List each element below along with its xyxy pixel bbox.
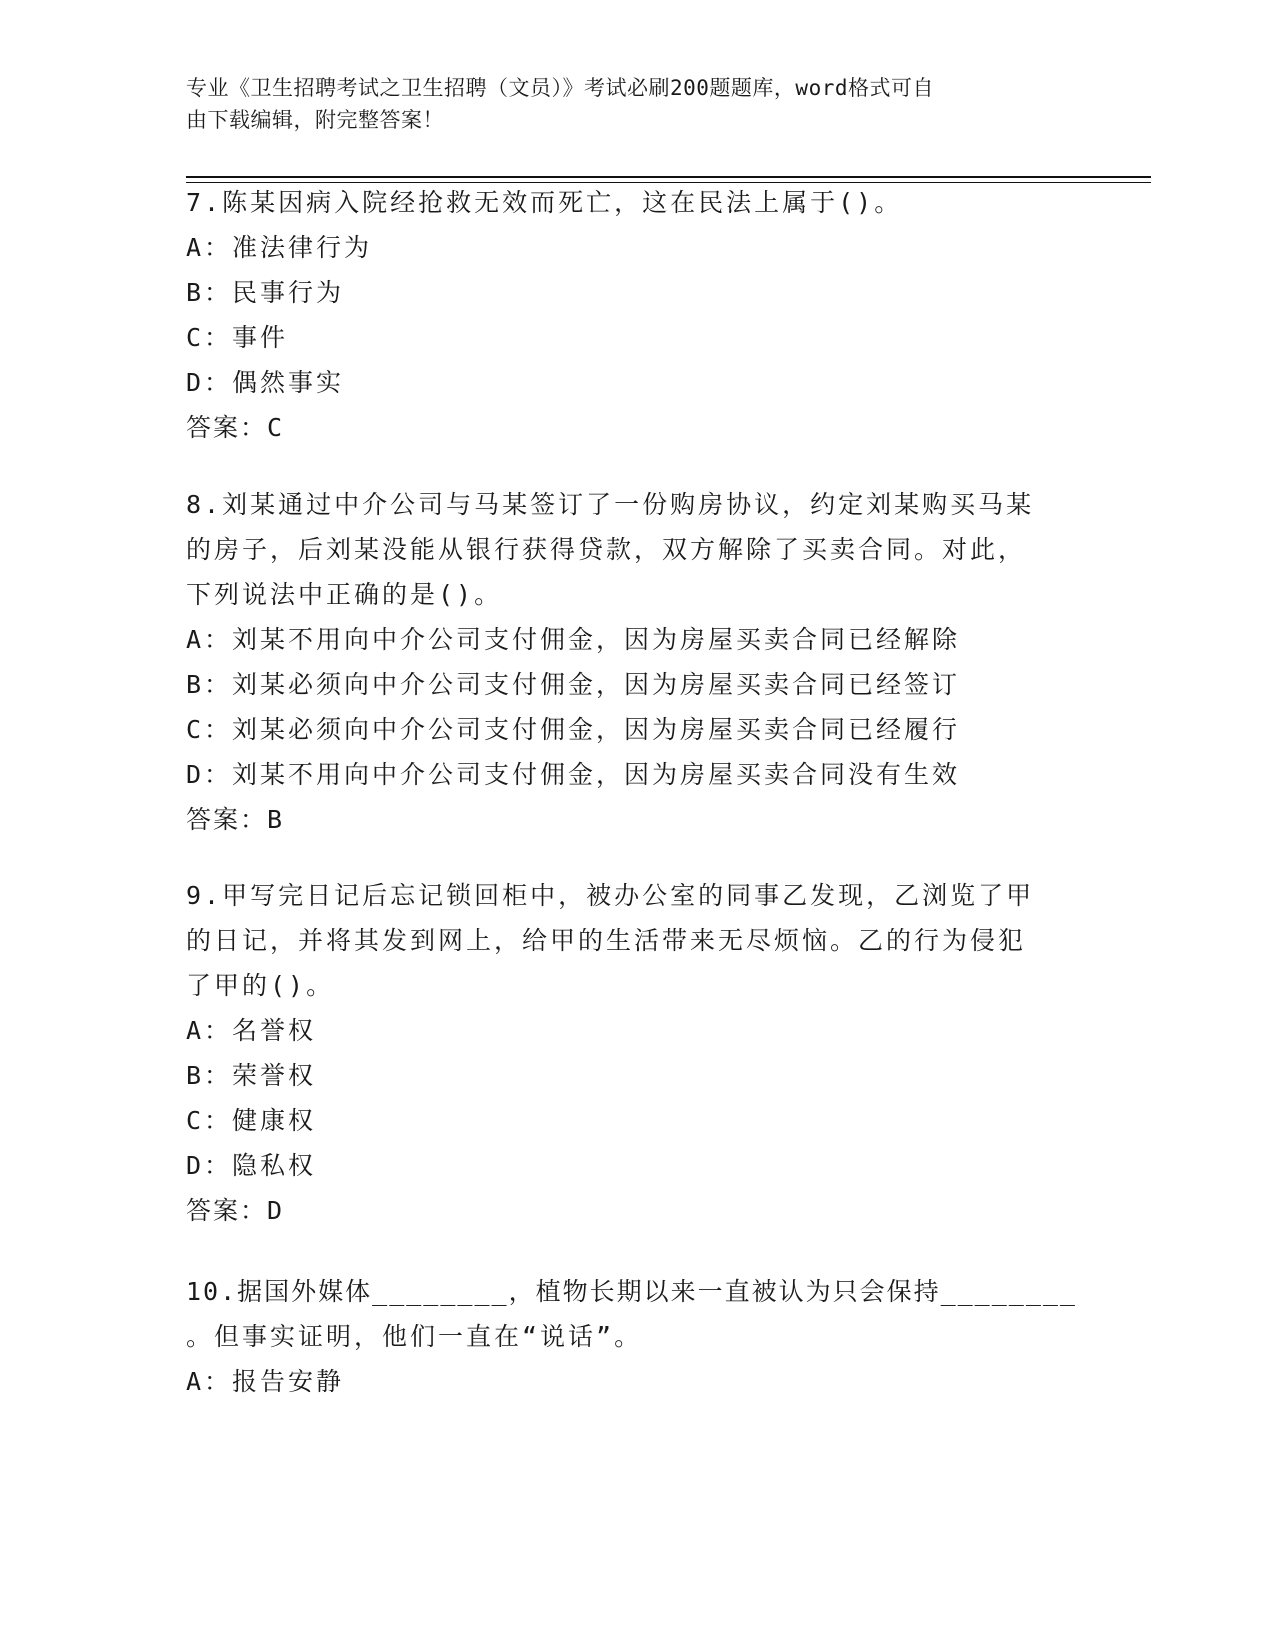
- option-c: C：健康权: [186, 1106, 317, 1135]
- answer: [186, 1188, 1066, 1233]
- question-8: [186, 482, 1066, 842]
- answer-value: B: [267, 805, 283, 834]
- answer: [186, 405, 1066, 450]
- option-b: B：荣誉权: [186, 1061, 317, 1090]
- question-text: 了甲的()。: [186, 971, 335, 1000]
- option-d: D：刘某不用向中介公司支付佣金，因为房屋买卖合同没有生效: [186, 760, 961, 789]
- answer-label: 答案：: [186, 805, 268, 834]
- question-text: 7.陈某因病入院经抢救无效而死亡，这在民法上属于()。: [186, 188, 903, 217]
- option-b: B：刘某必须向中介公司支付佣金，因为房屋买卖合同已经签订: [186, 670, 961, 699]
- question-text: 的日记，并将其发到网上，给甲的生活带来无尽烦恼。乙的行为侵犯: [186, 926, 1027, 955]
- question-text: 的房子，后刘某没能从银行获得贷款，双方解除了买卖合同。对此，: [186, 535, 1027, 564]
- answer-value: C: [267, 413, 283, 442]
- header-line-1: 专业《卫生招聘考试之卫生招聘（文员）》考试必刷200题题库，word格式可自: [186, 76, 934, 100]
- answer-label: 答案：: [186, 1196, 268, 1225]
- question-7: [186, 180, 1066, 450]
- question-text: 。但事实证明，他们一直在“说话”。: [186, 1322, 643, 1351]
- question-text: 9.甲写完日记后忘记锁回柜中，被办公室的同事乙发现，乙浏览了甲: [186, 881, 1035, 910]
- question-text: 10.据国外媒体________，植物长期以来一直被认为只会保持________: [186, 1277, 1077, 1306]
- option-c: C：事件: [186, 323, 289, 352]
- option-a: A：刘某不用向中介公司支付佣金，因为房屋买卖合同已经解除: [186, 625, 961, 654]
- question-9: [186, 873, 1066, 1233]
- option-a: A：准法律行为: [186, 233, 373, 262]
- question-text: 下列说法中正确的是()。: [186, 580, 503, 609]
- answer: [186, 797, 1066, 842]
- option-d: D：隐私权: [186, 1151, 317, 1180]
- answer-label: 答案：: [186, 413, 268, 442]
- header-line-2: 由下载编辑，附完整答案！: [186, 108, 444, 132]
- option-c: C：刘某必须向中介公司支付佣金，因为房屋买卖合同已经履行: [186, 715, 961, 744]
- option-b: B：民事行为: [186, 278, 345, 307]
- question-10: [186, 1269, 1086, 1404]
- answer-value: D: [267, 1196, 283, 1225]
- option-a: A：名誉权: [186, 1016, 317, 1045]
- document-header: [186, 72, 1066, 136]
- option-d: D：偶然事实: [186, 368, 345, 397]
- option-a: A：报告安静: [186, 1367, 345, 1396]
- question-text: 8.刘某通过中介公司与马某签订了一份购房协议，约定刘某购买马某: [186, 490, 1035, 519]
- header-divider-thick: [186, 176, 1151, 178]
